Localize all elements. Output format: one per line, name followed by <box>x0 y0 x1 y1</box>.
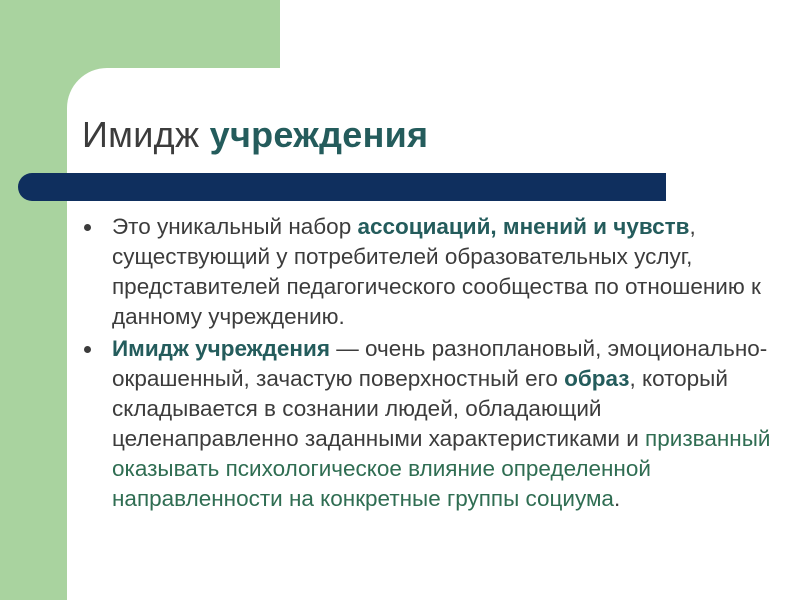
bullet-dot-icon <box>84 346 91 353</box>
bullet-text: , который складывается в сознании людей, обладающий целенаправленно заданными характеристиками и <box>112 366 728 451</box>
bullet-dot-icon <box>84 224 91 231</box>
bullet-green-text: призванный оказывать психологическое влияние определенной направленности на конкретные группы социума <box>112 426 771 511</box>
title-bold: учреждения <box>209 114 429 155</box>
bullet-item-image-description <box>80 334 780 514</box>
slide-title <box>82 114 428 156</box>
bullet-list <box>80 212 780 516</box>
bullet-emphasis: Имидж учреждения <box>112 336 330 361</box>
title-underline-bar <box>18 173 666 201</box>
title-regular: Имидж <box>82 114 210 155</box>
bullet-text: — очень разноплановый, эмоционально-окрашенный, зачастую поверхностный его <box>112 336 768 391</box>
bullet-emphasis: образ <box>564 366 630 391</box>
bullet-text: , существующий у потребителей образовательных услуг, представителей педагогического сообщества по отношению к данному учреждению. <box>112 214 761 329</box>
bullet-emphasis: ассоциаций, мнений и чувств <box>357 214 690 239</box>
bullet-text: . <box>613 486 621 511</box>
bullet-item-definition <box>80 212 780 332</box>
bullet-text: Это уникальный набор <box>112 214 358 239</box>
